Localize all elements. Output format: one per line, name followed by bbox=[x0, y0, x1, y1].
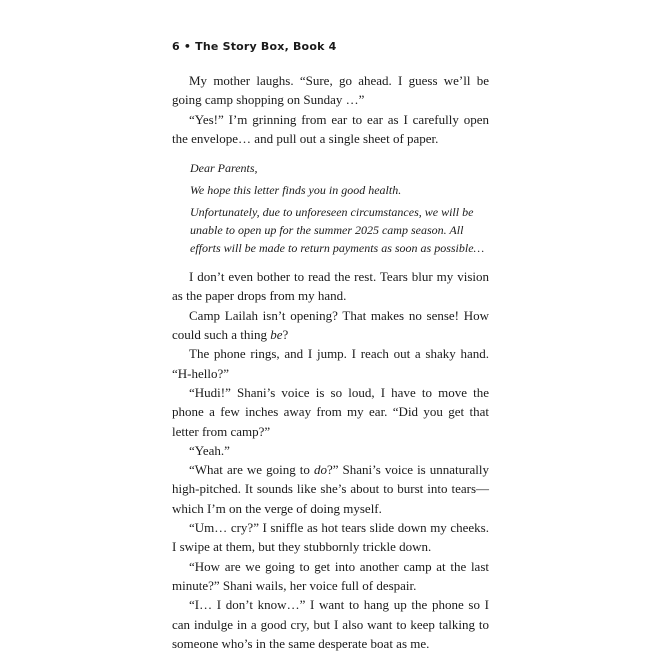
running-head: 6 • The Story Box, Book 4 bbox=[172, 40, 337, 53]
text-run: Camp Lailah isn’t opening? That makes no sense! How could such a thing bbox=[172, 307, 489, 343]
emphasis: do bbox=[313, 462, 327, 478]
text-run: “What are we going to bbox=[189, 462, 314, 478]
paragraph: I don’t even bother to read the rest. Tears blur my vision as the paper drops from my hand. bbox=[172, 269, 489, 304]
letter-line: Unfortunately, due to unforeseen circumstances, we will be unable to open up for the summer 2025 camp season. All efforts will be made to return payments as soon as possible… bbox=[190, 205, 485, 256]
paragraph: “Um… cry?” I sniffle as hot tears slide down my cheeks. I swipe at them, but they stubbornly trickle down. bbox=[172, 520, 489, 555]
paragraph: “Hudi!” Shani’s voice is so loud, I have to move the phone a few inches away from my ear. “Did you get that letter from camp?” bbox=[172, 384, 489, 439]
letter-salutation: Dear Parents, bbox=[190, 161, 258, 176]
emphasis: be bbox=[270, 327, 283, 343]
paragraph: My mother laughs. “Sure, go ahead. I guess we’ll be going camp shopping on Sunday …” bbox=[172, 73, 489, 108]
paragraph: “How are we going to get into another camp at the last minute?” Shani wails, her voice full of despair. bbox=[172, 558, 489, 593]
text-run: ? bbox=[282, 327, 289, 343]
paragraph bbox=[172, 460, 489, 518]
paragraph: “Yeah.” bbox=[189, 442, 230, 458]
paragraph bbox=[172, 306, 489, 345]
paragraph: “Yes!” I’m grinning from ear to ear as I carefully open the envelope… and pull out a single sheet of paper. bbox=[172, 111, 489, 146]
paragraph: The phone rings, and I jump. I reach out a shaky hand. “H-hello?” bbox=[172, 346, 489, 381]
paragraph: “I… I don’t know…” I want to hang up the phone so I can indulge in a good cry, but I also want to keep talking to someone who’s in the same desperate boat as me. bbox=[172, 597, 489, 651]
body-text bbox=[172, 71, 489, 653]
letter-line: We hope this letter finds you in good health. bbox=[190, 183, 402, 198]
letter-excerpt bbox=[190, 159, 489, 257]
text-run: ?” Shani’s voice is unnaturally high-pitched. It sounds like she’s about to burst into tears—which I’m on the verge of doing myself. bbox=[172, 462, 489, 516]
